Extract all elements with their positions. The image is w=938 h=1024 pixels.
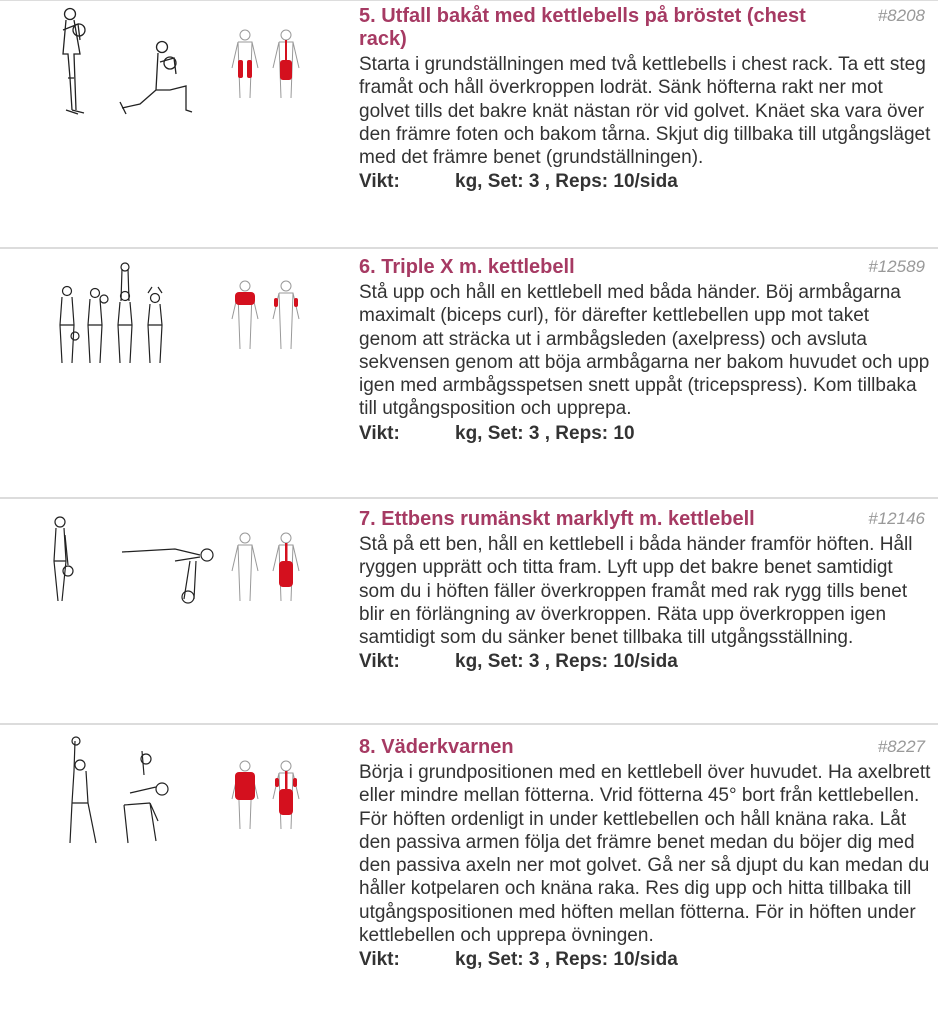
muscle-map-legs-icon — [226, 2, 336, 122]
exercise-params — [359, 170, 931, 194]
exercise-description: Stå upp och håll en kettlebell med båda händer. Böj armbågarna maximalt (biceps curl), för därefter kettlebellen upp mot taket genom att sträcka ut i armbågsleden (axelpress) och avsluta sekvensen genom att böja armbågarna ner bakom huvudet och upp igen med armbågsspetsen snett uppåt (tricepspress). Kom tillbaka till utgångsposition och upprepa. — [359, 282, 930, 420]
exercise-params — [359, 422, 931, 446]
sets-reps: kg, Set: 3 , Reps: 10 — [455, 422, 635, 444]
exercise-card — [0, 0, 938, 249]
exercise-ref-number: #8227 — [877, 737, 925, 756]
exercise-ref-number: #12589 — [868, 257, 925, 276]
muscle-map — [226, 2, 336, 122]
muscle-map-core-icon — [226, 733, 336, 853]
exercise-card — [0, 499, 938, 725]
weight-label: Vikt: — [359, 949, 400, 971]
exercise-description: Starta i grundställningen med två kettlebells i chest rack. Ta ett steg framåt och håll överkroppen lodrät. Sänk höfterna rakt ner mot golvet tills det bakre knät nästan rör vid golvet. Knäet ska vara över den främre foten och bakom tårna. Skjut dig tillbaka till utgångsläget med det främre benet (grundställningen). — [359, 54, 931, 169]
exercise-ref-number: #8208 — [877, 6, 925, 25]
exercise-params — [359, 650, 931, 674]
exercise-title: 8. Väderkvarnen — [359, 736, 514, 758]
exercise-card — [0, 725, 938, 1024]
muscle-map-posterior-icon — [226, 505, 336, 625]
muscle-map — [226, 733, 336, 853]
weight-label: Vikt: — [359, 651, 400, 673]
exercise-ref-number: #12146 — [868, 509, 925, 528]
muscle-map — [226, 253, 336, 373]
muscle-map — [226, 505, 336, 625]
exercise-params — [359, 948, 931, 972]
weight-label: Vikt: — [359, 171, 400, 193]
exercise-card — [0, 249, 938, 499]
muscle-map-arms-icon — [226, 253, 336, 373]
sets-reps: kg, Set: 3 , Reps: 10/sida — [455, 949, 678, 971]
exercise-description: Stå på ett ben, håll en kettlebell i båda händer framför höften. Håll ryggen upprätt och titta fram. Lyft upp det bakre benet samtidigt som du i höften fäller överkroppen framåt med rak rygg tills benet blir en förlängning av överkroppen. Räta upp överkroppen igen samtidigt som du sänker benet tillbaka till utgångsställning. — [359, 534, 913, 649]
sets-reps: kg, Set: 3 , Reps: 10/sida — [455, 651, 678, 673]
sets-reps: kg, Set: 3 , Reps: 10/sida — [455, 171, 678, 193]
exercise-title: 6. Triple X m. kettlebell — [359, 256, 575, 278]
exercise-title: 5. Utfall bakåt med kettlebells på bröstet (chest rack) — [359, 5, 806, 50]
exercise-title: 7. Ettbens rumänskt marklyft m. kettlebell — [359, 508, 755, 530]
exercise-description: Börja i grundpositionen med en kettlebell över huvudet. Ha axelbrett eller mindre mellan fötterna. Vrid fötterna 45° bort från kettlebellen. För höften ordenligt in under kettlebellen och håll knäna raka. Låt den passiva armen följa det främre benet medan du böjer dig med den passiva axeln ner mot golvet. Gå ner så djupt du kan medan du håller kotpelaren och knäna raka. Res dig upp och hitta tillbaka till utgångspositionen med höften mellan fötterna. För in höften under kettlebellen och upprepa övningen. — [359, 762, 931, 947]
weight-label: Vikt: — [359, 422, 400, 444]
